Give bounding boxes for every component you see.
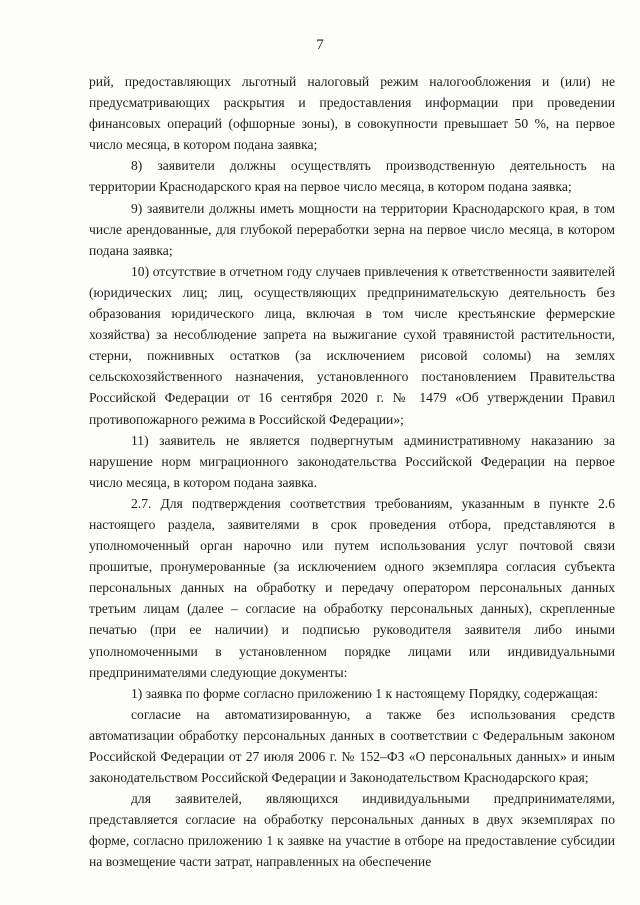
paragraph: 9) заявители должны иметь мощности на территории Краснодарского края, в том числе арендованные, для глубокой переработки зерна на первое число месяца, в котором подана заявка; — [89, 200, 615, 258]
paragraph: 2.7. Для подтверждения соответствия требованиям, указанным в пункте 2.6 настоящего раздела, заявителями в срок проведения отбора, представляются в уполномоченный орган нарочно или путем использования услуг почтовой связи прошитые, пронумерованные (за исключением одного экземпляра согласия субъекта персональных данных на обработку и передачу оператором персональных данных третьим лицам (далее – согласие на обработку персональных данных), скрепленные печатью (при ее наличии) и подписью руководителя заявителя либо иными уполномоченными в установленном порядке лицами или индивидуальными предпринимателями следующие документы: — [89, 495, 615, 680]
paragraph: согласие на автоматизированную, а также без использования средств автоматизации обработку персональных данных в соответствии с Федеральным законом Российской Федерации от 27 июля 2006 г. № 152–ФЗ «О персональных данных» и иным законодательством Российской Федерации и Законодательством Краснодарского края; — [89, 706, 615, 786]
paragraph: 10) отсутствие в отчетном году случаев привлечения к ответственности заявителей (юридических лиц; лиц, осуществляющих предпринимательскую деятельность без образования юридического лица, включая в том числе крестьянские фермерские хозяйства) за несоблюдение запрета на выжигание сухой травянистой растительности, стерни, пожнивных остатков (за исключением рисовой соломы) на землях сельскохозяйственного назначения, установленного постановлением Правительства Российской Федерации от 16 сентября 2020 г. № 1479 «Об утверждении Правил противопожарного режима в Российской Федерации»; — [89, 263, 615, 427]
paragraph: 11) заявитель не является подвергнутым административному наказанию за нарушение норм миграционного законодательства Российской Федерации на первое число месяца, в котором подана заявка. — [89, 432, 615, 490]
paragraph: рий, предоставляющих льготный налоговый режим налогообложения и (или) не предусматривающих раскрытия и предоставления информации при проведении финансовых операций (офшорные зоны), в совокупности превышает 50 %, на первое число месяца, в котором подана заявка; — [89, 74, 615, 153]
paragraph: 8) заявители должны осуществлять производственную деятельность на территории Краснодарского края на первое число месяца, в котором подана заявка; — [89, 158, 615, 195]
paragraph: для заявителей, являющихся индивидуальными предпринимателями, представляется согласие на обработку персональных данных в двух экземплярах по форме, согласно приложению 1 к заявке на участие в отборе на предоставление субсидии на возмещение части затрат, направленных на обеспечение — [89, 791, 615, 870]
document-body — [89, 71, 615, 873]
page-number: 7 — [316, 37, 324, 53]
paragraph: 1) заявка по форме согласно приложению 1 к настоящему Порядку, содержащая: — [131, 685, 599, 701]
